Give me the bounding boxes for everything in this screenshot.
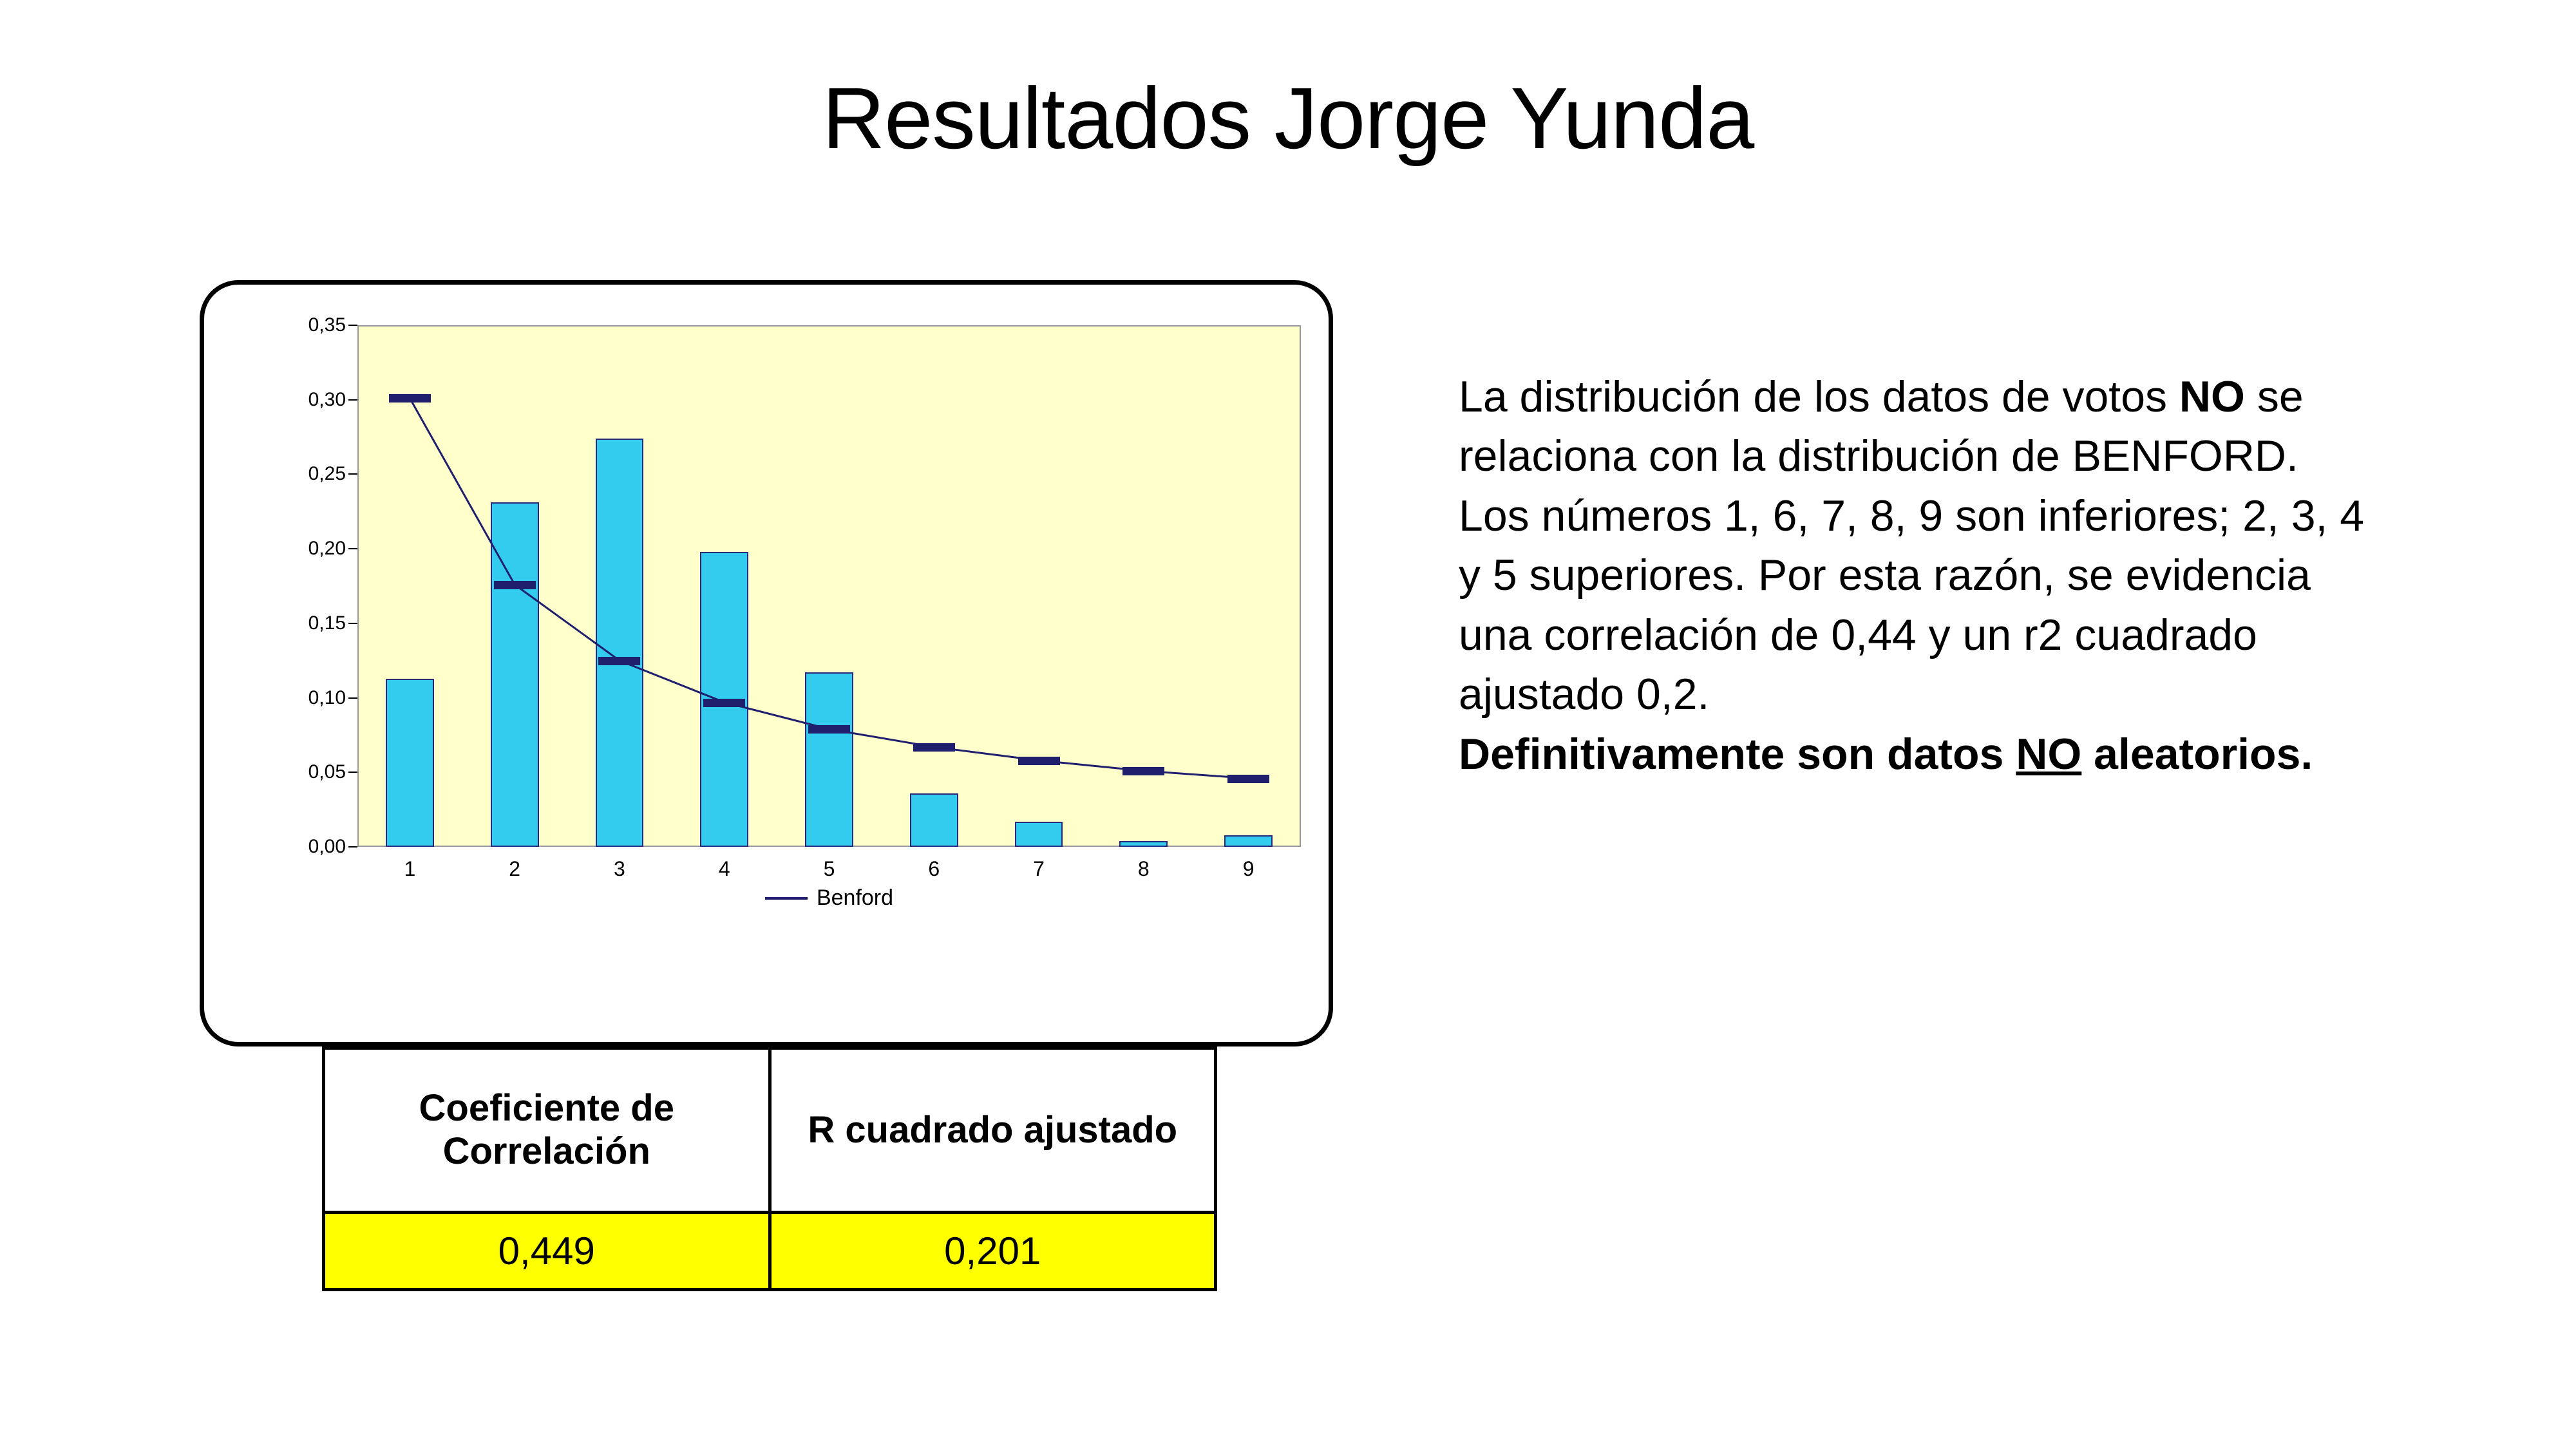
y-tick-mark	[348, 399, 357, 401]
x-tick-label: 2	[509, 857, 521, 880]
y-tick-label: 0,00	[308, 836, 346, 857]
x-tick-label: 8	[1137, 857, 1150, 880]
x-tick-label: 3	[614, 857, 625, 880]
description-line1-no: NO	[2179, 372, 2245, 421]
benford-marker	[389, 394, 431, 402]
table-row-values	[324, 1213, 1216, 1290]
benford-chart	[308, 314, 1301, 880]
y-tick-label: 0,05	[308, 761, 346, 783]
y-tick-mark	[348, 697, 357, 699]
table-row-headers	[324, 1048, 1216, 1213]
table-value-r-squared: 0,201	[770, 1213, 1216, 1290]
benford-legend-label: Benford	[816, 886, 894, 910]
x-tick-label: 4	[718, 857, 730, 880]
y-tick-mark	[348, 325, 357, 326]
results-table	[322, 1046, 1217, 1291]
table-value-correlation: 0,449	[324, 1213, 770, 1290]
y-tick-label: 0,30	[308, 388, 346, 410]
chart-legend	[357, 886, 1301, 911]
y-tick-label: 0,15	[308, 612, 346, 634]
y-tick-mark	[348, 623, 357, 624]
x-tick-label: 6	[928, 857, 940, 880]
y-tick-mark	[348, 548, 357, 549]
description-line3-a: Definitivamente son datos	[1459, 729, 2016, 779]
benford-marker	[1018, 757, 1060, 765]
y-tick-mark	[348, 473, 357, 475]
y-tick-label: 0,35	[308, 314, 346, 336]
y-tick-label: 0,25	[308, 463, 346, 485]
description-line1-c: se relaciona con la distribución de BENFORD.	[1459, 372, 2304, 481]
description-line3-c: aleatorios.	[2081, 729, 2313, 779]
benford-legend-swatch	[765, 897, 808, 900]
benford-marker	[703, 699, 745, 707]
page-title: Resultados Jorge Yunda	[822, 70, 1754, 167]
x-tick-label: 9	[1242, 857, 1255, 880]
y-tick-label: 0,20	[308, 538, 346, 560]
benford-marker	[1122, 767, 1164, 775]
table-header-correlation: Coeficiente de Correlación	[324, 1048, 770, 1213]
description-paragraph-2: Los números 1, 6, 7, 8, 9 son inferiores; 2, 3, 4 y 5 superiores. Por esta razón, se evidencia una correlación de 0,44 y un r2 cuadrado ajustado 0,2.	[1459, 491, 2365, 719]
y-tick-mark	[348, 846, 357, 848]
description-paragraph-3	[1459, 724, 2373, 784]
x-tick-label: 5	[823, 857, 835, 880]
y-tick-label: 0,10	[308, 687, 346, 708]
benford-marker	[1227, 775, 1269, 783]
x-tick-label: 1	[404, 857, 416, 880]
description-line3-no: NO	[2016, 729, 2082, 779]
table-header-r-squared: R cuadrado ajustado	[770, 1048, 1216, 1213]
y-tick-mark	[348, 772, 357, 773]
description-paragraph-1	[1459, 367, 2373, 486]
benford-marker	[598, 657, 640, 665]
benford-marker	[494, 581, 536, 589]
benford-marker	[808, 725, 850, 734]
description-line1-a: La distribución de los datos de votos	[1459, 372, 2179, 421]
benford-marker	[913, 743, 955, 752]
x-tick-label: 7	[1033, 857, 1045, 880]
description-text	[1459, 367, 2373, 784]
